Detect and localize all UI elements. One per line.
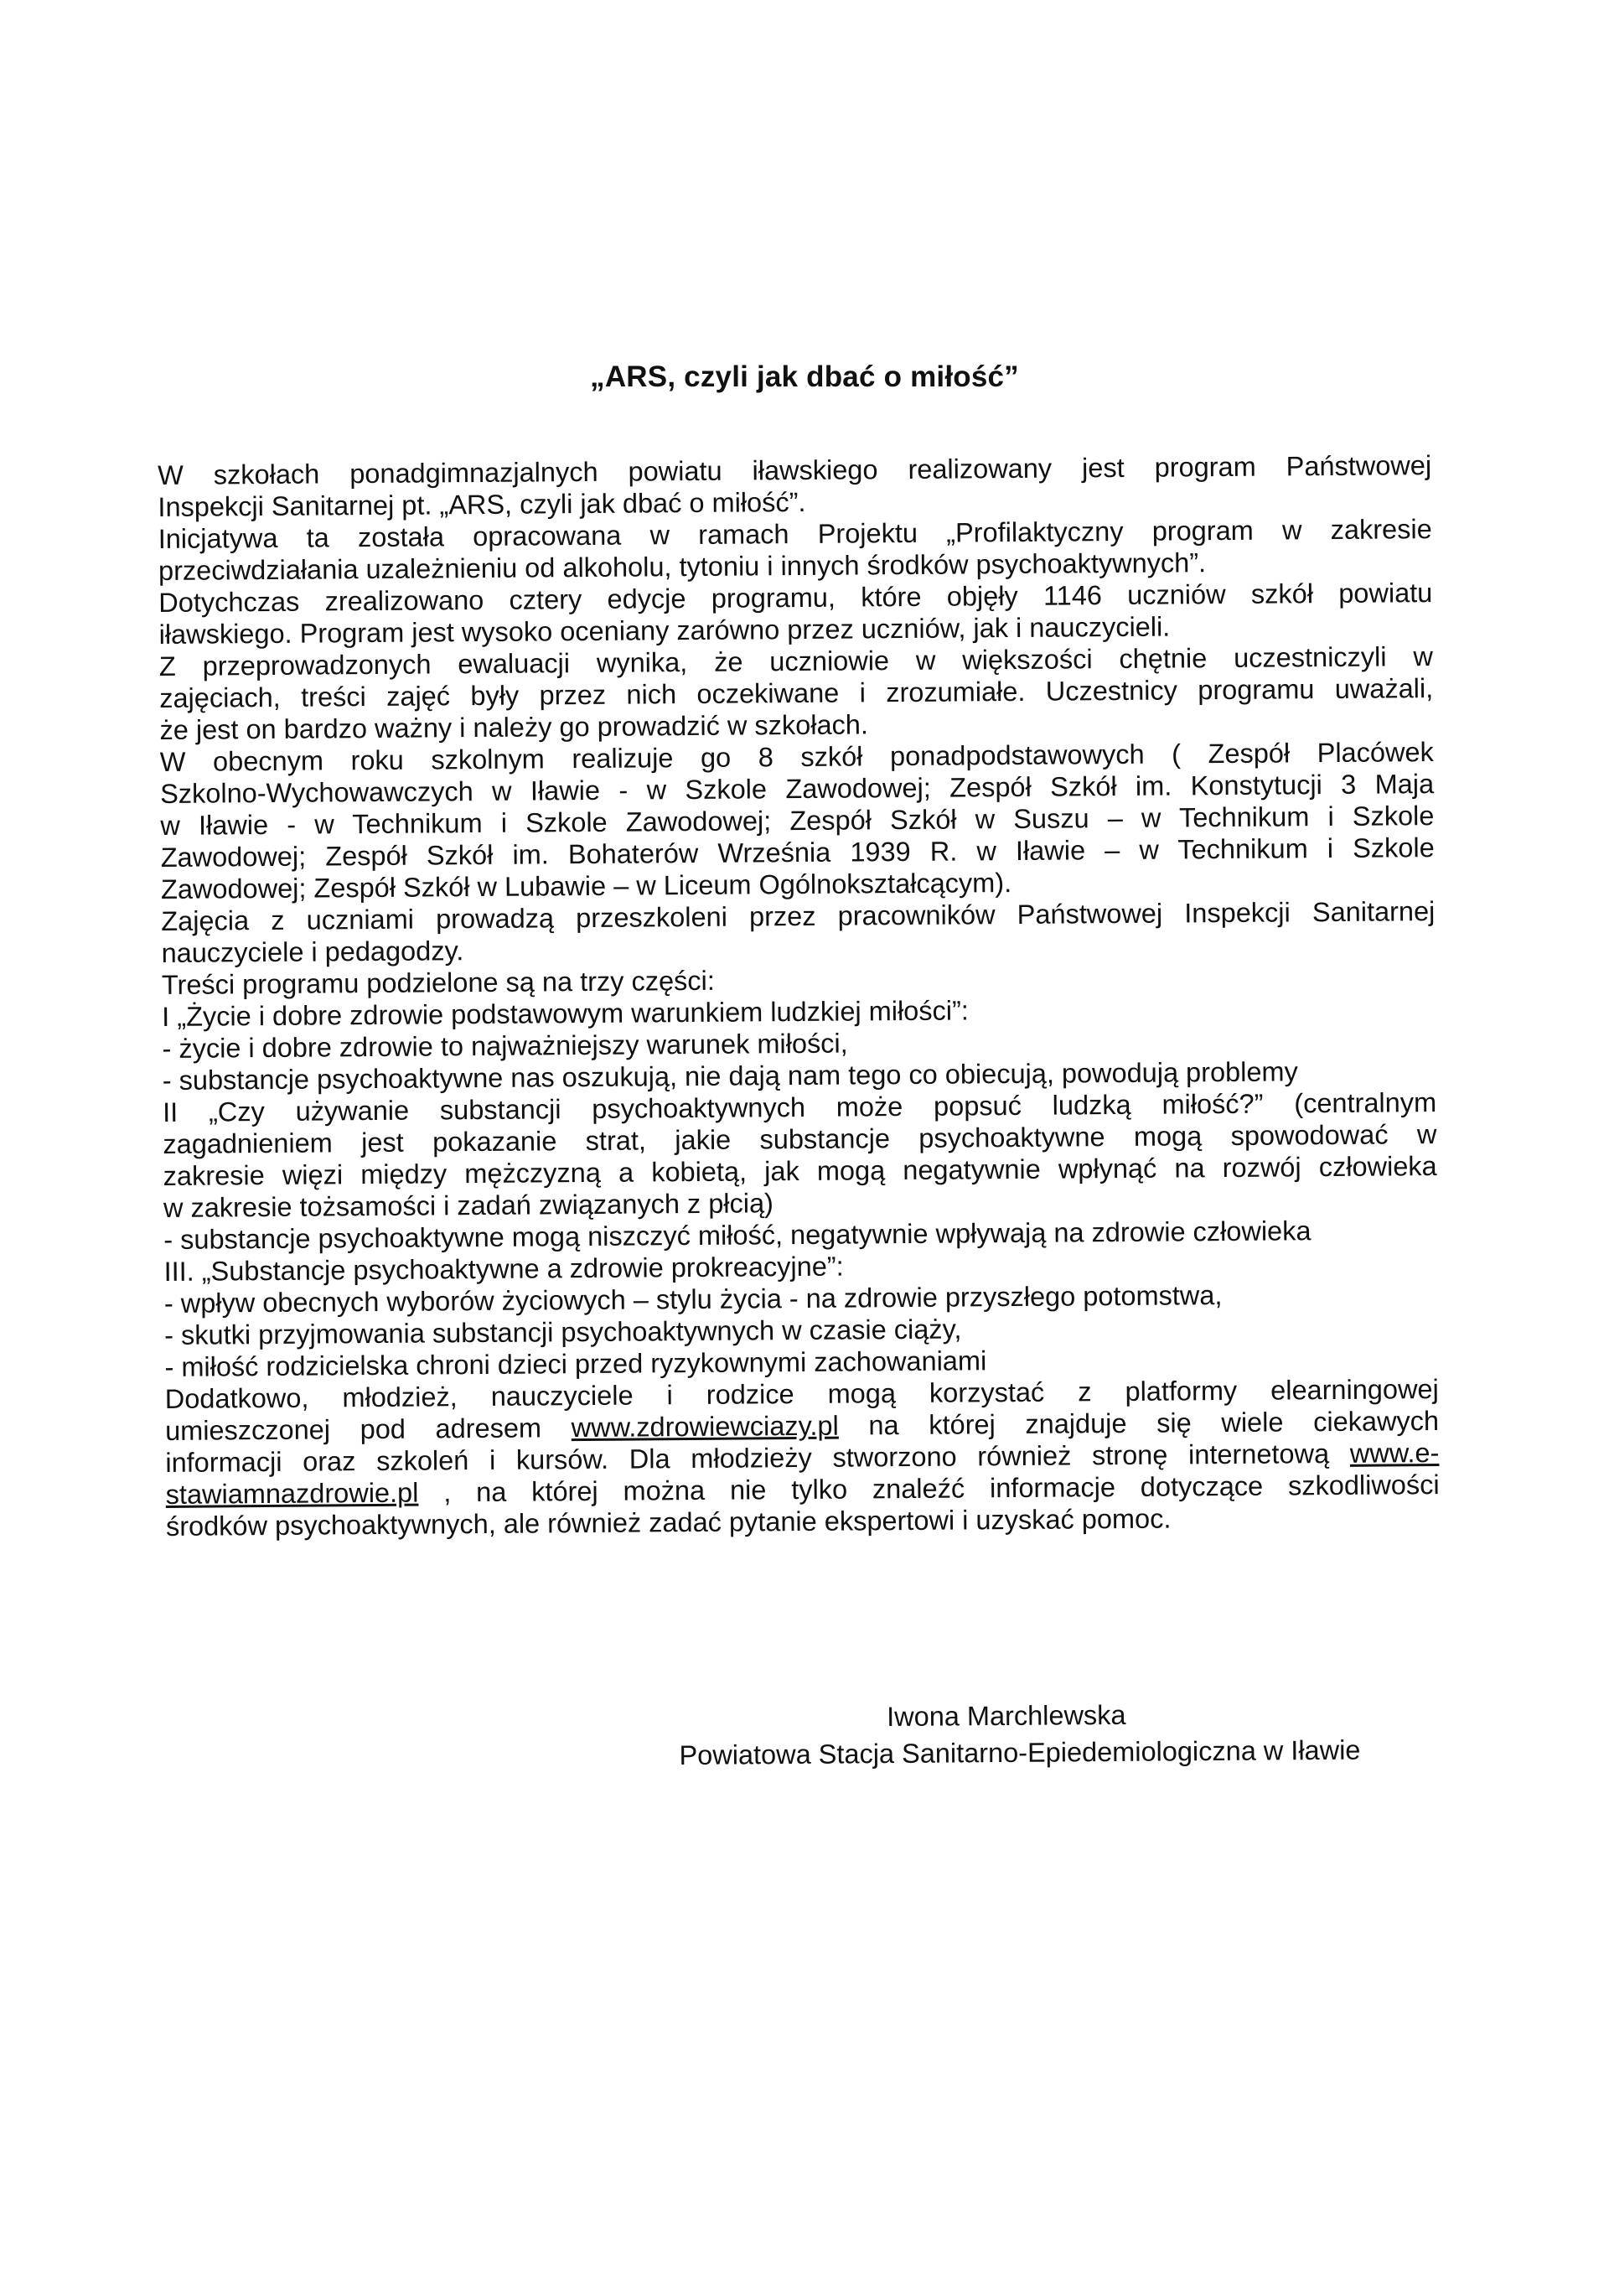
signature-block	[679, 1693, 1518, 1774]
link-estawiamnazdrowie-part1[interactable]: www.e-	[1349, 1438, 1440, 1469]
final-paragraph	[165, 1373, 1440, 1542]
text-line: Zawodowej; Zespół Szkół im. Bohaterów Września 1939 R. w Iławie – w Technikum i Szkole	[160, 832, 1435, 873]
link-zdrowiewciazy[interactable]: www.zdrowiewciazy.pl	[571, 1410, 839, 1443]
paragraph-6	[161, 895, 1436, 969]
text-line: Dotychczas zrealizowano cztery edycje programu, które objęły 1146 uczniów szkół powiatu	[158, 578, 1433, 618]
document-body	[158, 449, 1440, 1542]
signature-name: Iwona Marchlewska	[887, 1699, 1126, 1733]
text-segment: na której znajduje się wiele ciekawych	[838, 1406, 1440, 1441]
text-line: zakresie więzi między mężczyzną a kobietą, jak mogą negatywnie wpłynąć na rozwój człowieka	[163, 1151, 1437, 1191]
text-line: I „Życie i dobre zdrowie podstawowym warunkiem ludzkiej miłości”:	[162, 995, 970, 1032]
text-line: Inspekcji Sanitarnej pt. „ARS, czyli jak dbać o miłość”.	[158, 486, 806, 522]
text-line: - wpływ obecnych wyborów życiowych – stylu życia - na zdrowie przyszłego potomstwa,	[163, 1280, 1223, 1319]
text-line: nauczyciele i pedagodzy.	[161, 936, 464, 968]
text-segment: informacji oraz szkoleń i kursów. Dla młodzieży stworzono również stronę internetową	[165, 1438, 1350, 1478]
text-line: Zawodowej; Zespół Szkół w Lubawie – w Liceum Ogólnokształcącym).	[160, 868, 1012, 904]
text-line: Treści programu podzielone są na trzy części:	[161, 965, 715, 1000]
text-segment: , na której można nie tylko znaleźć informacje dotyczące szkodliwości	[418, 1469, 1440, 1508]
paragraph-5	[160, 736, 1435, 905]
text-line: że jest on bardzo ważny i należy go prowadzić w szkołach.	[159, 709, 869, 745]
text-line: Inicjatywa ta została opracowana w ramach Projektu „Profilaktyczny program w zakresie	[158, 514, 1432, 554]
paragraph-1	[158, 449, 1432, 523]
text-line: Szkolno-Wychowawczych w Iławie - w Szkole Zawodowej; Zespół Szkół im. Konstytucji 3 Maja	[159, 769, 1435, 809]
text-line: - substancje psychoaktywne nas oszukują, nie dają nam tego co obiecują, powodują problemy	[162, 1056, 1298, 1096]
text-line: III. „Substancje psychoaktywne a zdrowie prokreacyjne”:	[163, 1251, 844, 1287]
text-line: środków psychoaktywnych, ale również zadać pytanie ekspertowi i uzyskać pomoc.	[165, 1503, 1172, 1542]
text-segment: umieszczonej pod adresem	[164, 1412, 572, 1446]
text-line: - substancje psychoaktywne mogą niszczyć miłość, negatywnie wpływają na zdrowie człowieka	[163, 1215, 1312, 1255]
text-line: W szkołach ponadgimnazjalnych powiatu iławskiego realizowany jest program Państwowej	[158, 450, 1432, 490]
text-line: zagadnieniem jest pokazanie strat, jakie substancje psychoaktywne mogą spowodować w	[163, 1119, 1437, 1159]
paragraph-4	[159, 640, 1434, 746]
program-part-2-heading	[163, 1086, 1437, 1224]
text-line: zajęciach, treści zajęć były przez nich oczekiwane i zrozumiałe. Uczestnicy programu uważali,	[159, 673, 1434, 713]
signature-organization: Powiatowa Stacja Sanitarno-Epiedemiologiczna w Iławie	[679, 1734, 1361, 1770]
text-line: Zajęcia z uczniami prowadzą przeszkoleni przez pracowników Państwowej Inspekcji Sanitarnej	[161, 896, 1436, 936]
paragraph-3	[158, 577, 1433, 650]
text-line: w zakresie tożsamości i zadań związanych z płcią)	[163, 1188, 774, 1223]
link-estawiamnazdrowie-part2[interactable]: stawiamnazdrowie.pl	[165, 1477, 419, 1510]
text-line: II „Czy używanie substancji psychoaktywnych może popsuć ludzką miłość?” (centralnym	[162, 1087, 1437, 1127]
text-line: - życie i dobre zdrowie to najważniejszy warunek miłości,	[162, 1028, 848, 1064]
text-line: w Iławie - w Technikum i Szkole Zawodowej; Zespół Szkół w Suszu – w Technikum i Szkole	[160, 801, 1435, 841]
paragraph-2	[158, 513, 1433, 587]
text-line: - miłość rodzicielska chroni dzieci przed ryzykownymi zachowaniami	[164, 1345, 987, 1382]
text-line: W obecnym roku szkolnym realizuje go 8 szkół ponadpodstawowych ( Zespół Placówek	[159, 737, 1434, 777]
text-line: przeciwdziałania uzależnieniu od alkoholu, tytoniu i innych środków psychoaktywnych”.	[158, 547, 1207, 586]
text-line: Dodatkowo, młodzież, nauczyciele i rodzice mogą korzystać z platformy elearningowej	[164, 1374, 1439, 1414]
text-line: iławskiego. Program jest wysoko oceniany zarówno przez uczniów, jak i nauczycieli.	[158, 611, 1171, 650]
text-line: Z przeprowadzonych ewaluacji wynika, że uczniowie w większości chętnie uczestniczyli w	[158, 641, 1434, 682]
text-line: - skutki przyjmowania substancji psychoaktywnych w czasie ciąży,	[164, 1314, 962, 1350]
document-title: „ARS, czyli jak dbać o miłość”	[590, 360, 1019, 393]
